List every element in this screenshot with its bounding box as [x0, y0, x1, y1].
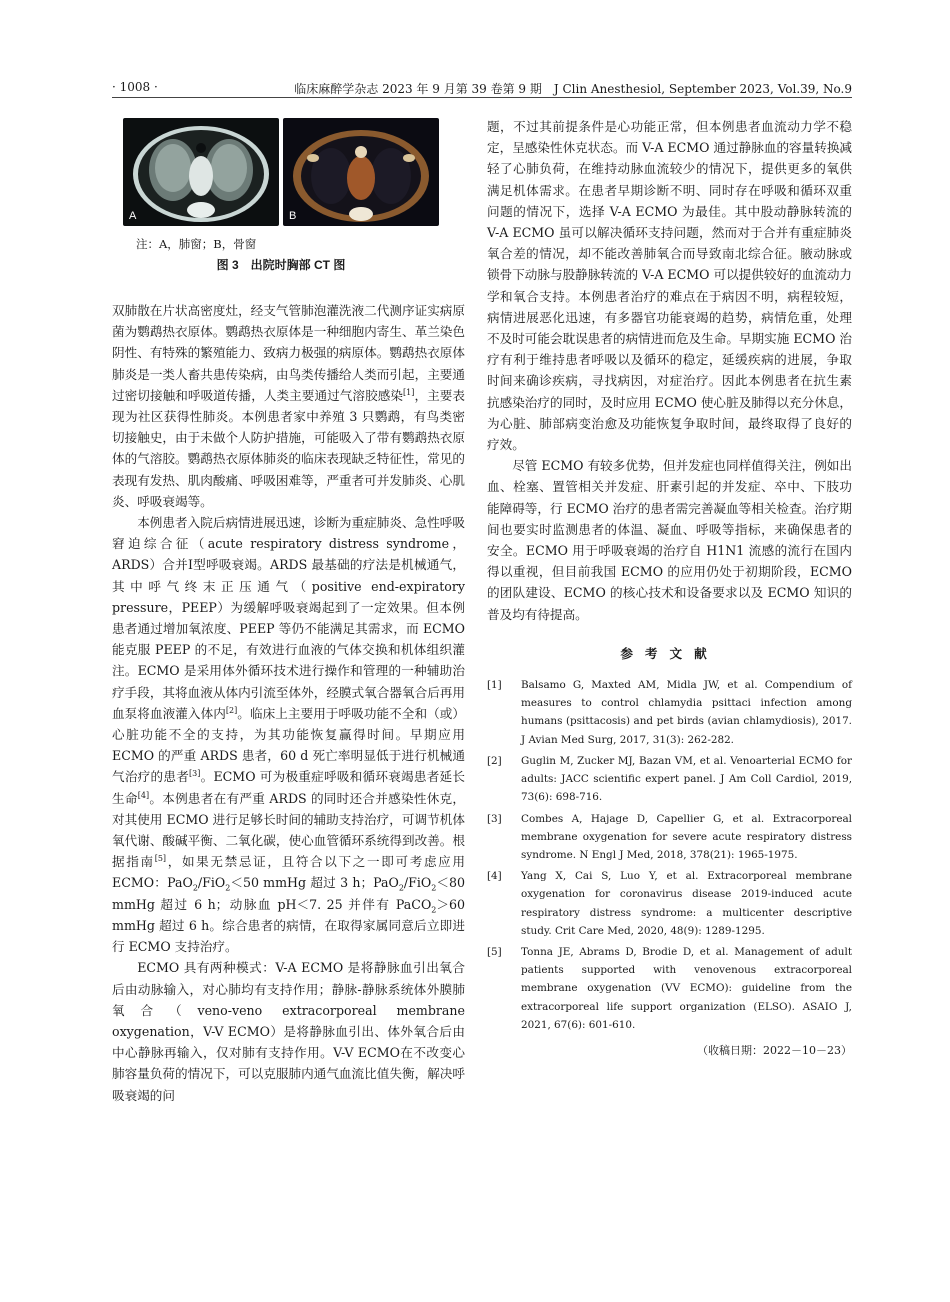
reference-text: Tonna JE, Abrams D, Brodie D, et al. Management of adult patients supported with venovenous extracorporeal membrane oxygenation (VV ECMO): guideline from the extracorporeal life support organization (ELSO). ASAIO J, 2021, 67(6): 601-610.: [521, 945, 852, 1031]
reference-list: [487, 676, 852, 1034]
ct-bone-window-image: [283, 118, 439, 226]
running-header: [112, 80, 852, 98]
received-date: （收稿日期：2022－10－23）: [697, 1043, 852, 1057]
reference-number: [5]: [487, 945, 502, 958]
reference-number: [3]: [487, 812, 502, 825]
figure-note: 注：A，肺窗；B，骨窗: [136, 237, 257, 251]
reference-text: Yang X, Cai S, Luo Y, et al. Extracorporeal membrane oxygenation for coronavirus disease 2019-induced acute respiratory distress syndrome: a multicenter descriptive study. Crit Care Med, 2020, 48(9): 1289-1295.: [521, 870, 852, 937]
header-rule: [112, 97, 852, 98]
paragraph: 题，不过其前提条件是心功能正常，但本例患者血流动力学不稳定，呈感染性休克状态。而 V-A ECMO 通过静脉血的容量转换减轻了心肺负荷，在维持动脉血流较少的情况下，提供更多的氧供满足机体需求。在患者早期诊断不明、同时存在呼吸和循环双重问题的情况下，选择 V-A ECMO 为最佳。其中股动静脉转流的 V-A ECMO 虽可以解决循环支持问题，然而对于合并有重症肺炎氧合差的情况，却不能改善肺氧合而导致南北综合征。腋动脉或锁骨下动脉与股静脉转流的 V-A ECMO 可以提供较好的血流动力学和氧合支持。本例患者治疗的难点在于病因不明，病程较短，病情进展恶化迅速，有多器官功能衰竭的趋势，病情危重，处理不及时可能会耽误患者的病情进而危及生命。早期实施 ECMO 治疗有利于维持患者呼吸以及循环的稳定，延缓疾病的进展，争取时间来确诊疾病，寻找病因，对症治疗。因此本例患者在抗生素抗感染治疗的同时，及时应用 ECMO 使心脏及肺得以充分休息，为心脏、肺部病变治愈及功能恢复争取时间，最终取得了良好的疗效。: [487, 119, 853, 453]
journal-citation: 临床麻醉学杂志 2023 年 9 月第 39 卷第 9 期 J Clin Anesthesiol, September 2023, Vol.39, No.9: [294, 82, 852, 96]
reference-number: [4]: [487, 870, 502, 883]
citation-ref[interactable]: [4]: [137, 790, 150, 800]
reference-item: [487, 676, 852, 749]
reference-text: Combes A, Hajage D, Capellier G, et al. Extracorporeal membrane oxygenation for severe acute respiratory distress syndrome. N Engl J Med, 2018, 378(21): 1965-1975.: [521, 812, 852, 861]
reference-item: [487, 943, 852, 1034]
paragraph: 尽管 ECMO 有较多优势，但并发症也同样值得关注，例如出血、栓塞、置管相关并发症、肝素引起的并发症、卒中、下肢功能障碍等，行 ECMO 治疗的患者需完善凝血等相关检查。治疗期间也要实时监测患者的体温、凝血、呼吸等指标，来确保患者的安全。ECMO 用于呼吸衰竭的治疗自 H1N1 流感的流行在国内得以重视，但目前我国 ECMO 的应用仍处于初期阶段，ECMO 的团队建设、ECMO 的核心技术和设备要求以及 ECMO 知识的普及均有待提高。: [487, 458, 852, 622]
figure-3: [123, 118, 439, 230]
figure-caption: 图 3 出院时胸部 CT 图: [216, 258, 346, 272]
citation-ref[interactable]: [2]: [225, 705, 238, 715]
ct-lung-window-image: [123, 118, 279, 226]
reference-item: [487, 810, 852, 865]
panel-a-label: A: [129, 210, 137, 222]
citation-ref[interactable]: [5]: [154, 854, 167, 864]
left-column: [112, 300, 465, 1106]
paragraph: 双肺散在片状高密度灶，经支气管肺泡灌洗液二代测序证实病原菌为鹦鹉热衣原体。鹦鹉热衣原体是一种细胞内寄生、革兰染色阴性、有特殊的繁殖能力、致病力极强的病原体。鹦鹉热衣原体肺炎是一类人畜共患传染病，由鸟类传播给人类而引起，主要通过密切接触和呼吸道传播，人类主要通过气溶胶感染[1]，主要表现为社区获得性肺炎。本例患者家中养殖 3 只鹦鹉，有鸟类密切接触史，由于未做个人防护措施，可能吸入了带有鹦鹉热衣原体的气溶胶。鹦鹉热衣原体肺炎的临床表现缺乏特征性，常见的表现有发热、肌肉酸痛、呼吸困难等，严重者可并发肺炎、心肌炎、呼吸衰竭等。: [112, 303, 466, 509]
reference-text: Guglin M, Zucker MJ, Bazan VM, et al. Venoarterial ECMO for adults: JACC scientific expert panel. J Am Coll Cardiol, 2019, 73(6): 698-716.: [521, 754, 852, 804]
paragraph: ECMO 具有两种模式：V-A ECMO 是将静脉血引出氧合后由动脉输入，对心肺均有支持作用；静脉-静脉系统体外膜肺氧合（veno-veno extracorporeal membrane oxygenation，V-V ECMO）是将静脉血引出、体外氧合后由中心静脉再输入，仅对肺有支持作用。V-V ECMO在不改变心肺容量负荷的情况下，可以克服肺内通气血流比值失衡，解决呼吸衰竭的问: [112, 960, 465, 1103]
page-number: · 1008 ·: [112, 80, 158, 94]
reference-item: [487, 867, 852, 940]
reference-number: [1]: [487, 679, 502, 692]
reference-number: [2]: [487, 754, 502, 767]
reference-item: [487, 752, 852, 807]
citation-ref[interactable]: [3]: [189, 769, 201, 779]
right-column: [487, 116, 852, 1061]
panel-b-label: B: [289, 210, 297, 222]
references-heading: 参考文献: [620, 645, 719, 661]
paragraph: 本例患者入院后病情进展迅速，诊断为重症肺炎、急性呼吸窘迫综合征（acute respiratory distress syndrome，ARDS）合并Ⅰ型呼吸衰竭。ARDS 最基础的疗法是机械通气，其中呼气终末正压通气（positive end-expiratory pressure，PEEP）为缓解呼吸衰竭起到了一定效果。但本例患者通过增加氧浓度、PEEP 等仍不能满足其需求，而 ECMO 能克服 PEEP 的不足，有效进行血液的气体交换和机体组织灌注。ECMO 是采用体外循环技术进行操作和管理的一种辅助治疗手段，其将血液从体内引流至体外，经膜式氧合器氧合后再用血泵将血液灌入体内[2]。临床上主要用于呼吸功能不全和（或）心脏功能不全的支持，为其功能恢复赢得时间。早期应用 ECMO 的严重 ARDS 患者，60 d 死亡率明显低于进行机械通气治疗的患者[3]。ECMO 可为极重症呼吸和循环衰竭患者延长生命[4]。本例患者在有严重 ARDS 的同时还合并感染性休克，对其使用 ECMO 进行足够长时间的辅助支持治疗，可调节机体氧代谢、酸碱平衡、二氧化碳，使心血管循环系统得到改善。根据指南[5]，如果无禁忌证，且符合以下之一即可考虑应用 ECMO：PaO$_2$/FiO$_2$＜50 mmHg 超过 3 h；PaO$_2$/FiO$_2$＜80 mmHg 超过 6 h；动脉血 pH＜7. 25 并伴有 PaCO$_2$＞60 mmHg 超过 6 h。综合患者的病情，在取得家属同意后立即进行 ECMO 支持治疗。: [112, 515, 466, 955]
reference-text: Balsamo G, Maxted AM, Midla JW, et al. Compendium of measures to control chlamydia psittaci infection among humans (psittacosis) and pet birds (avian chlamydiosis), 2017. J Avian Med Surg, 2017, 31(3): 262-282.: [521, 679, 852, 746]
citation-ref[interactable]: [1]: [403, 387, 415, 397]
